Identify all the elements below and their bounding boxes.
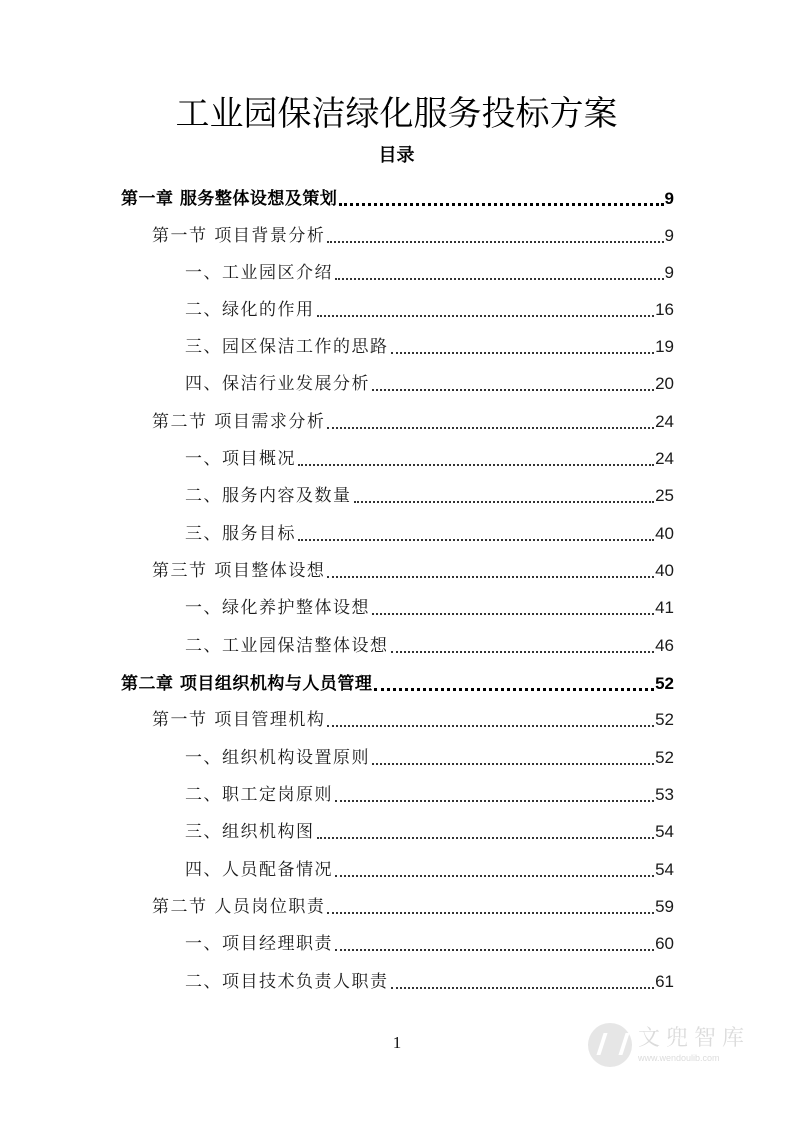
toc-entry-label: 三、园区保洁工作的思路	[185, 337, 389, 357]
toc-entry-subsection[interactable]	[185, 297, 674, 323]
toc-entry-subsection[interactable]	[185, 371, 674, 397]
dot-leader	[372, 763, 654, 765]
dot-leader	[298, 464, 654, 466]
dot-leader	[327, 912, 654, 914]
page-number: 1	[392, 1033, 402, 1052]
dot-leader	[335, 800, 654, 802]
toc-entry-subsection[interactable]	[185, 483, 674, 509]
dot-leader	[372, 389, 654, 391]
toc-entry-page: 24	[655, 449, 674, 468]
toc-entry-page: 54	[655, 860, 674, 879]
toc-entry-page: 40	[655, 524, 674, 543]
dot-leader	[354, 501, 655, 503]
toc-entry-page: 60	[655, 934, 674, 953]
toc-entry-page: 59	[655, 897, 674, 916]
toc-entry-page: 52	[655, 710, 674, 729]
toc-entry-subsection[interactable]	[185, 446, 674, 472]
toc-entry-label: 第一章 服务整体设想及策划	[121, 189, 338, 209]
toc-entry-label: 四、人员配备情况	[185, 860, 333, 880]
toc-entry-subsection[interactable]	[185, 595, 674, 621]
toc-entry-section[interactable]	[152, 894, 674, 920]
toc-entry-label: 一、绿化养护整体设想	[185, 598, 370, 618]
toc-entry-label: 二、工业园保洁整体设想	[185, 636, 389, 656]
toc-entry-page: 40	[655, 561, 674, 580]
toc-entry-label: 三、组织机构图	[185, 822, 315, 842]
dot-leader	[327, 241, 663, 243]
toc-entry-page: 52	[655, 674, 674, 693]
toc-entry-page: 9	[664, 263, 674, 282]
dot-leader	[372, 613, 654, 615]
toc-entry-page: 53	[655, 785, 674, 804]
toc-entry-page: 46	[655, 636, 674, 655]
toc-entry-section[interactable]	[152, 409, 674, 435]
toc-entry-subsection[interactable]	[185, 521, 674, 547]
toc-entry-page: 24	[655, 412, 674, 431]
dot-leader	[327, 576, 654, 578]
dot-leader	[335, 278, 664, 280]
watermark-name: 文兜智库	[638, 1026, 751, 1051]
dot-leader	[391, 987, 655, 989]
dot-leader	[317, 315, 655, 317]
toc-entry-page: 20	[655, 374, 674, 393]
toc-entry-page: 52	[655, 748, 674, 767]
toc-entry-subsection[interactable]	[185, 260, 674, 286]
toc-entry-label: 一、组织机构设置原则	[185, 748, 370, 768]
toc-entry-subsection[interactable]	[185, 782, 674, 808]
toc-entry-subsection[interactable]	[185, 334, 674, 360]
toc-entry-label: 二、服务内容及数量	[185, 486, 352, 506]
watermark-text	[638, 1026, 750, 1064]
dot-leader	[374, 688, 654, 691]
toc-entry-label: 四、保洁行业发展分析	[185, 374, 370, 394]
dot-leader	[298, 539, 654, 541]
dot-leader	[339, 203, 663, 206]
toc-entry-label: 第二节 人员岗位职责	[152, 897, 326, 917]
toc-entry-label: 第一节 项目背景分析	[152, 226, 326, 246]
toc-entry-label: 第二节 项目需求分析	[152, 412, 326, 432]
toc-entry-page: 9	[664, 189, 674, 208]
toc-entry-page: 19	[655, 337, 674, 356]
toc-entry-chapter[interactable]	[121, 186, 674, 212]
dot-leader	[391, 651, 655, 653]
dot-leader	[335, 875, 654, 877]
toc-entry-label: 第三节 项目整体设想	[152, 561, 326, 581]
dot-leader	[391, 352, 655, 354]
toc-entry-label: 第一节 项目管理机构	[152, 710, 326, 730]
dot-leader	[327, 725, 654, 727]
toc-entry-page: 9	[664, 226, 674, 245]
toc-entry-chapter[interactable]	[121, 671, 674, 697]
toc-entry-subsection[interactable]	[185, 633, 674, 659]
watermark-url: www.wendoulib.com	[638, 1053, 720, 1063]
toc-entry-subsection[interactable]	[185, 857, 674, 883]
wendou-logo-icon	[588, 1023, 632, 1067]
toc-entry-section[interactable]	[152, 707, 674, 733]
toc-entry-label: 第二章 项目组织机构与人员管理	[121, 674, 373, 694]
toc-entry-label: 二、职工定岗原则	[185, 785, 333, 805]
toc-entry-label: 二、绿化的作用	[185, 300, 315, 320]
toc-entry-label: 三、服务目标	[185, 524, 296, 544]
toc-heading: 目录	[378, 145, 415, 166]
dot-leader	[335, 949, 654, 951]
toc-entry-page: 16	[655, 300, 674, 319]
dot-leader	[327, 427, 654, 429]
toc-entry-subsection[interactable]	[185, 819, 674, 845]
toc-entry-label: 一、工业园区介绍	[185, 263, 333, 283]
toc-entry-page: 41	[655, 598, 674, 617]
toc-entry-section[interactable]	[152, 558, 674, 584]
dot-leader	[317, 837, 655, 839]
toc-entry-subsection[interactable]	[185, 745, 674, 771]
toc-entry-page: 25	[655, 486, 674, 505]
toc-entry-page: 54	[655, 822, 674, 841]
toc-entry-page: 61	[655, 972, 674, 991]
toc-entry-label: 二、项目技术负责人职责	[185, 972, 389, 992]
watermark	[588, 1022, 758, 1068]
toc-entry-label: 一、项目概况	[185, 449, 296, 469]
document-title: 工业园保洁绿化服务投标方案	[175, 94, 618, 134]
toc-entry-section[interactable]	[152, 223, 674, 249]
toc-entry-label: 一、项目经理职责	[185, 934, 333, 954]
toc-entry-subsection[interactable]	[185, 969, 674, 995]
toc-entry-subsection[interactable]	[185, 931, 674, 957]
